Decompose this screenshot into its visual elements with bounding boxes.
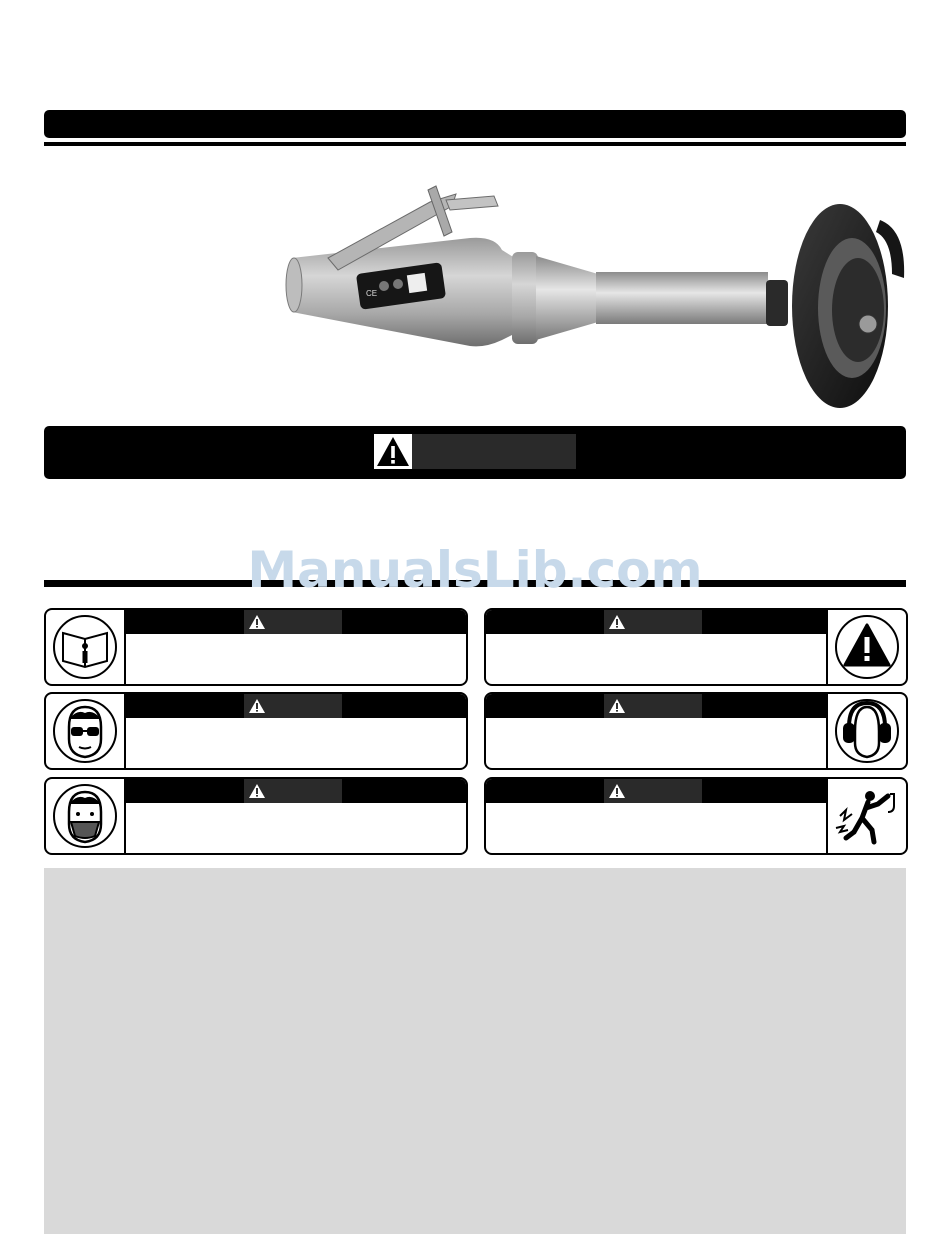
card-header <box>126 694 466 718</box>
card-header <box>486 610 826 634</box>
warning-tag <box>604 779 702 803</box>
icon-cell <box>46 779 126 853</box>
warning-tag <box>604 694 702 718</box>
icon-cell <box>46 694 126 768</box>
cut-off-tool-image <box>280 180 920 415</box>
card-header <box>486 694 826 718</box>
warning-triangle-icon <box>248 783 266 799</box>
warning-triangle-icon <box>608 698 626 714</box>
warning-triangle-icon <box>248 698 266 714</box>
safety-card-electrical-hazard <box>484 777 908 855</box>
header-rule <box>44 142 906 146</box>
card-header <box>486 779 826 803</box>
warning-triangle-icon <box>608 783 626 799</box>
icon-cell <box>826 694 906 768</box>
respirator-icon <box>51 782 119 850</box>
card-header <box>126 779 466 803</box>
watermark: ManualsLib.com <box>247 541 703 599</box>
warning-tag <box>244 610 342 634</box>
warning-tag <box>244 694 342 718</box>
warning-triangle-icon <box>248 614 266 630</box>
ce-mark: CE <box>366 289 378 298</box>
warning-triangle-icon <box>833 613 901 681</box>
safety-card-general-warning <box>484 608 908 686</box>
warning-triangle-icon <box>608 614 626 630</box>
warning-tag <box>244 779 342 803</box>
safety-card-eye-protection <box>44 692 468 770</box>
warning-triangle-icon <box>374 434 412 469</box>
icon-cell <box>46 610 126 684</box>
content-panel <box>44 868 906 1234</box>
safety-card-hearing-protection <box>484 692 908 770</box>
read-manual-icon <box>51 613 119 681</box>
electrical-hazard-icon <box>832 782 902 850</box>
safety-card-read-manual <box>44 608 468 686</box>
warning-tag <box>604 610 702 634</box>
eye-protection-icon <box>51 697 119 765</box>
header-bar <box>44 110 906 138</box>
icon-cell <box>826 610 906 684</box>
safety-card-respirator <box>44 777 468 855</box>
hearing-protection-icon <box>833 697 901 765</box>
icon-cell <box>826 779 906 853</box>
card-header <box>126 610 466 634</box>
